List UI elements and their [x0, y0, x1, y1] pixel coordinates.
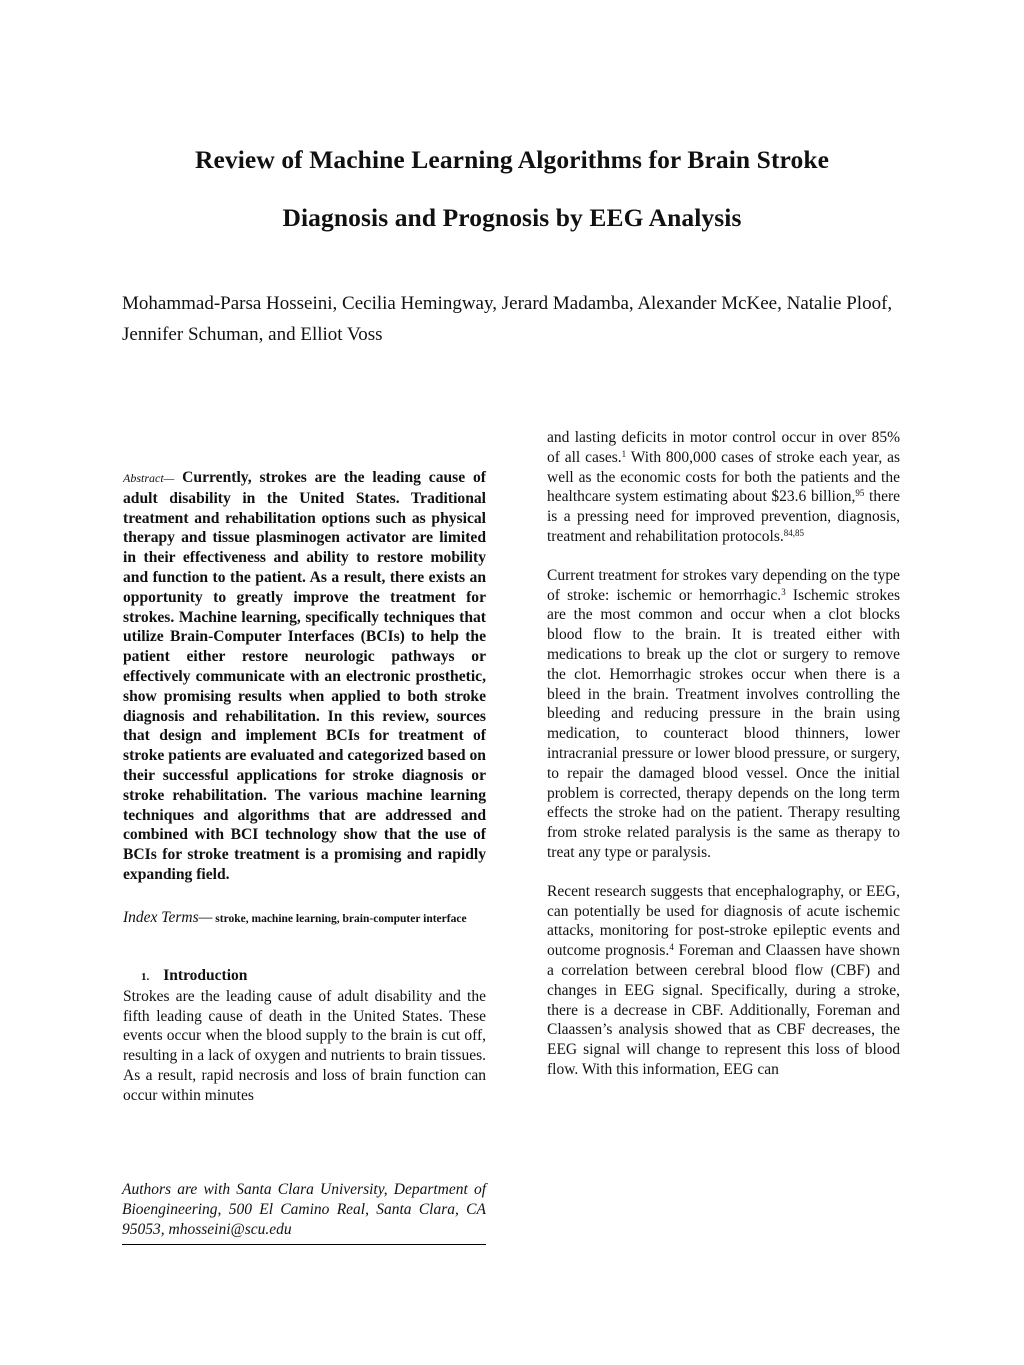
- citation: 1: [621, 448, 627, 459]
- paragraph-eeg-research: [547, 882, 900, 1080]
- right-column: [547, 428, 900, 1080]
- text-segment: Recent research suggests that encephalography, or EEG, can potentially be used for diagnosis of acute ischemic attacks, monitoring for post-stroke epileptic events and outcome prognosis.: [547, 882, 900, 960]
- citation: 95: [855, 488, 865, 499]
- index-terms: [123, 909, 486, 928]
- section-title: Introduction: [163, 966, 248, 984]
- text-segment: and lasting deficits in motor control occur in over 85% of all cases.: [547, 429, 900, 466]
- text-segment: With 800,000 cases of stroke each year, as well as the economic costs for both the patients and the healthcare system estimating about $23.6 billion,: [547, 448, 901, 506]
- left-column: [123, 468, 486, 1106]
- citation: 4: [669, 942, 674, 953]
- index-terms-label: Index Terms—: [123, 908, 213, 926]
- abstract-label: Abstract—: [123, 471, 175, 485]
- text-segment: Current treatment for strokes vary depending on the type of stroke: ischemic or hemorrhagic.: [547, 566, 900, 604]
- section-number: 1.: [141, 970, 150, 983]
- introduction-paragraph: Strokes are the leading cause of adult disability and the fifth leading cause of death in the United States. These events occur when the blood supply to the brain is cut off, resulting in a lack of oxygen and nutrients to brain tissues. As a result, rapid necrosis and loss of brain function can occur within minutes: [123, 987, 486, 1104]
- paper-title-line-1: Review of Machine Learning Algorithms for Brain Stroke: [194, 145, 830, 174]
- citation: 84,85: [783, 527, 804, 538]
- index-terms-text: stroke, machine learning, brain-computer interface: [215, 912, 467, 925]
- abstract-text: Currently, strokes are the leading cause of adult disability in the United States. Traditional treatment and rehabilitation options such as physical therapy and tissue plasminogen activator are limited in their effectiveness and ability to restore mobility and function to the patient. As a result, there exists an opportunity to greatly improve the treatment for strokes. Machine learning, specifically techniques that utilize Brain-Computer Interfaces (BCIs) to help the patient either restore neurologic pathways or effectively communicate with an electronic prosthetic, show promising results when applied to both stroke diagnosis and rehabilitation. In this review, sources that design and implement BCIs for treatment of stroke patients are evaluated and categorized based on their successful applications for stroke diagnosis or stroke rehabilitation. The various machine learning techniques and algorithms that are addressed and combined with BCI technology show that the use of BCIs for stroke treatment is a promising and rapidly expanding field.: [123, 469, 486, 883]
- text-segment: Ischemic strokes are the most common and occur when a clot blocks blood flow to the brain. It is treated either with medications to break up the clot or surgery to remove the clot. Hemorrhagic strokes occur when there is a bleed in the brain. Treatment involves controlling the bleeding and reducing pressure in the brain using medication, to counteract blood thinners, lower intracranial pressure or lower blood pressure, or surgery, to repair the damaged blood vessel. Once the initial problem is corrected, therapy depends on the long term effects the stroke had on the patient. Therapy resulting from stroke related paralysis is the same as therapy to treat any type or paralysis.: [547, 586, 900, 861]
- author-affiliation-footnote: Authors are with Santa Clara University, Department of Bioengineering, 500 El Camino Real, Santa Clara, CA 95053, mhosseini@scu.edu: [122, 1180, 486, 1245]
- section-heading-introduction: [123, 966, 486, 987]
- paragraph-current-treatment: [547, 566, 900, 863]
- citation: 3: [781, 586, 786, 597]
- text-segment: Foreman and Claassen have shown a correlation between cerebral blood flow (CBF) and changes in EEG signal. Specifically, during a stroke, there is a decrease in CBF. Additionally, Foreman and Claassen’s analysis showed that as CBF decreases, the EEG signal will change to represent this loss of blood flow. With this information, EEG can: [547, 942, 901, 1078]
- paper-title-line-2: Diagnosis and Prognosis by EEG Analysis: [282, 203, 742, 232]
- abstract: [123, 468, 486, 885]
- paragraph-deficits: [547, 428, 900, 547]
- author-list: Mohammad-Parsa Hosseini, Cecilia Hemingway, Jerard Madamba, Alexander McKee, Natalie Ploof, Jennifer Schuman, and Elliot Voss: [122, 293, 893, 345]
- text-segment: there is a pressing need for improved prevention, diagnosis, treatment and rehabilitation protocols.: [547, 488, 900, 545]
